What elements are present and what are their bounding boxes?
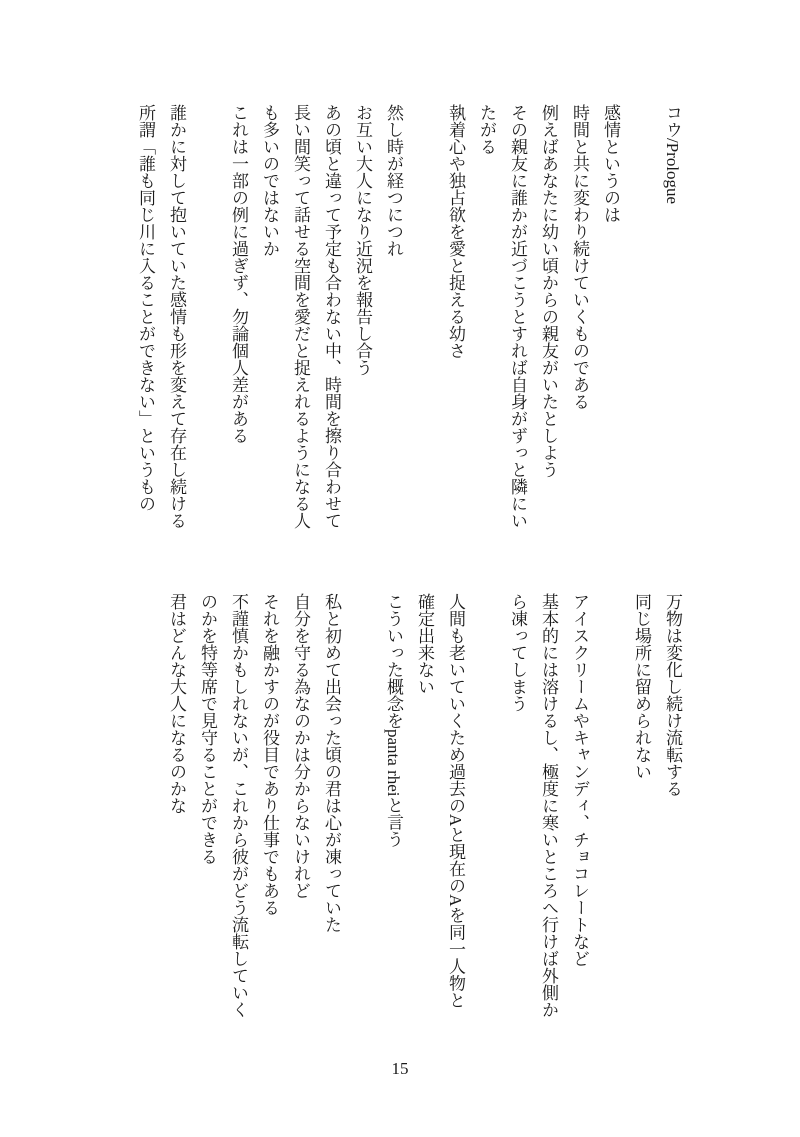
text-column: お互い大人になり近況を報告し合う [353,104,372,376]
column-gap [595,593,626,1018]
text-column: 然し時が経つにつれ [384,104,403,257]
text-column: その親友に誰かが近づこうとすれば自身がずっと隣にい [508,104,527,529]
page-number: 15 [391,1059,409,1078]
text-column: 基本的には溶けるし、極度に寒いところへ行けば外側か [539,593,558,1018]
text-column: 不謹慎かもしれないが、これから彼がどう流転していく [229,593,248,1018]
text-column: 感情というのは [601,104,620,223]
text-column: 自分を守る為なのかは分からないけれど [291,593,310,899]
text-column: あの頃と違って予定も合わない中、時間を擦り合わせて [322,104,341,529]
text-column: これは一部の例に過ぎず、勿論個人差がある [229,104,248,444]
column-gap [347,593,378,1018]
text-column: コウ/Prologue [663,104,682,205]
column-gap [471,593,502,1018]
text-column: こういった概念をpanta rheiと言う [384,593,403,848]
text-column: 確定出来ない [415,593,434,695]
text-column: 万物は変化し続け流転する [663,593,682,797]
text-column: 私と初めて出会った頃の君は心が凍っていた [322,593,341,933]
text-column: 長い間笑って話せる空間を愛だと捉えれるようになる人 [291,104,310,529]
text-column: 所謂「誰も同じ川に入ることができない」というもの [136,104,155,512]
text-column: 時間と共に変わり続けていくものである [570,104,589,410]
column-gap [192,104,223,529]
text-column: 執着心や独占欲を愛と捉える幼さ [446,104,465,359]
text-column: 君はどんな大人になるのかな [167,593,186,814]
text-column: それを融かすのが役目であり仕事でもある [260,593,279,916]
text-column: 例えばあなたに幼い頃からの親友がいたとしよう [539,104,558,478]
column-gap [409,104,440,529]
text-column: ら凍ってしまう [508,593,527,712]
text-column: 人間も老いていくため過去のAと現在のAを同一人物と [446,593,465,1009]
text-column: アイスクリームやキャンディ、チョコレートなど [570,593,589,967]
text-column: たがる [477,104,496,155]
text-column: 誰かに対して抱いていた感情も形を変えて存在し続ける [167,104,186,529]
text-column: も多いのではないか [260,104,279,257]
text-column: 同じ場所に留められない [632,593,651,780]
text-column: のかを特等席で見守ることができる [198,593,217,865]
top-text-block [130,104,688,529]
bottom-text-block [161,593,688,1018]
column-gap [626,104,657,529]
